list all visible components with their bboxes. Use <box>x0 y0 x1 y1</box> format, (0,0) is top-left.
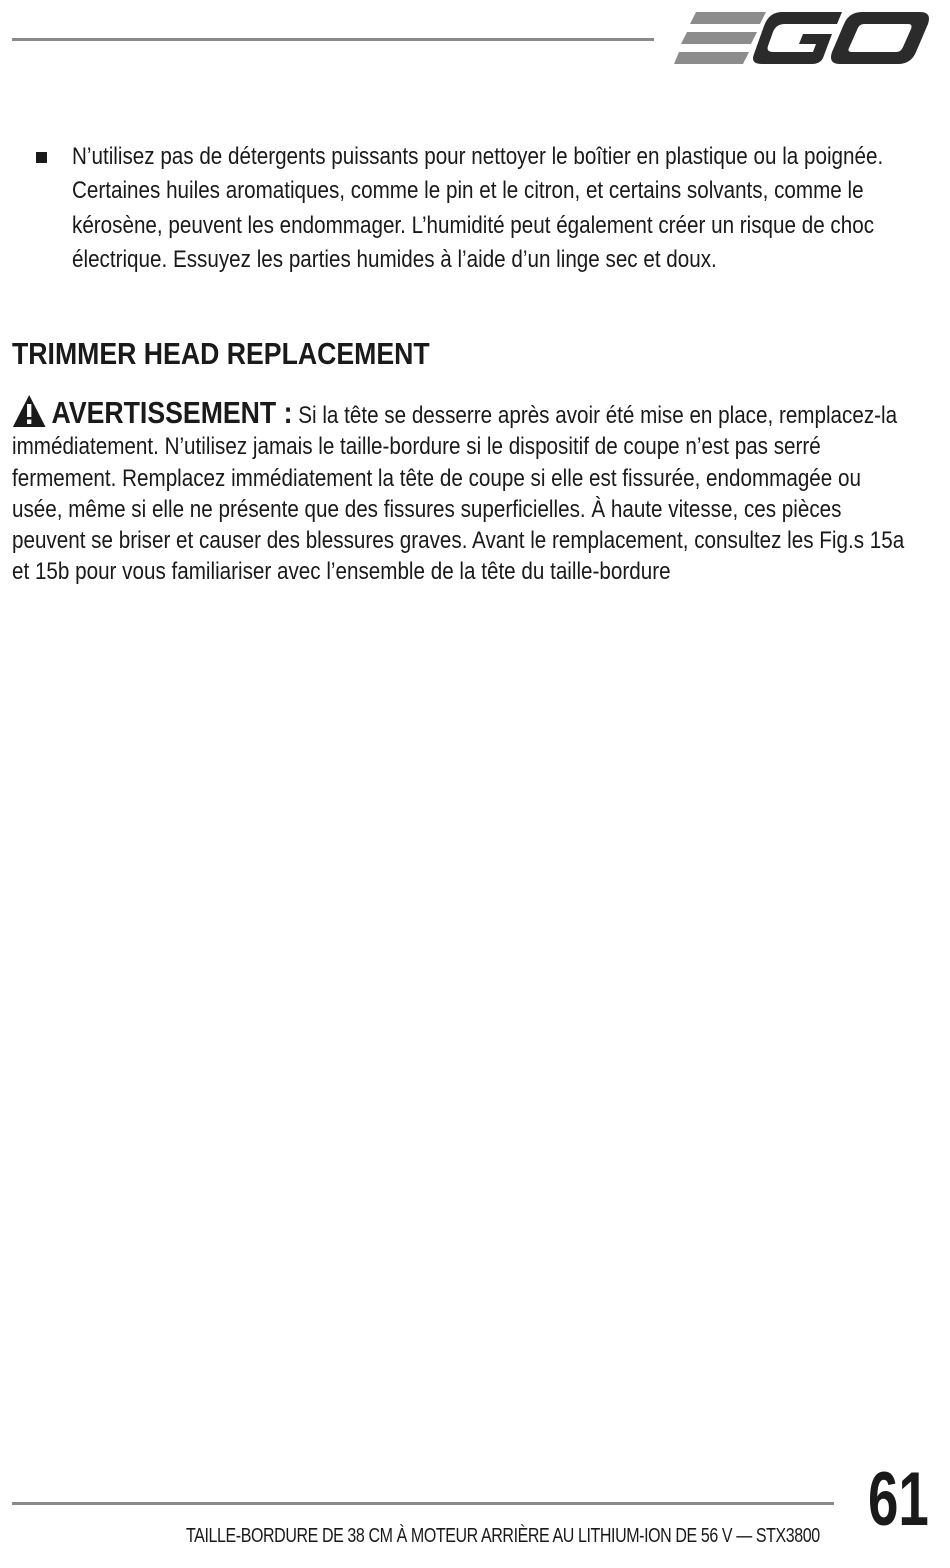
ego-logo <box>674 10 932 68</box>
warning-triangle-icon <box>12 394 46 428</box>
header-rule <box>12 38 654 41</box>
warning-text: Si la tête se desserre après avoir été mise en place, remplacez-la immédiatement. N’utilisez jamais le taille-bordure si le dispositif de coupe n’est pas serré fermement. Remplacez immédiatement la tête de coupe si elle est fissurée, endommagée ou usée, même si elle ne présente que des fissures superficielles. À haute vitesse, ces pièces peuvent se briser et causer des blessures graves. Avant le remplacement, consultez les Fig.s 15a et 15b pour vous familiariser avec l’ensemble de la tête du taille-bordure <box>12 402 905 586</box>
bullet-list-item <box>36 140 916 277</box>
footer-product-line: TAILLE-BORDURE DE 38 CM À MOTEUR ARRIÈRE AU LITHIUM-ION DE 56 V — STX3800 <box>186 1525 820 1547</box>
footer-rule <box>12 1502 834 1505</box>
warning-paragraph <box>12 394 915 588</box>
warning-label: AVERTISSEMENT : <box>51 395 293 430</box>
section-heading: TRIMMER HEAD REPLACEMENT <box>12 336 430 371</box>
bullet-text: N’utilisez pas de détergents puissants pour nettoyer le boîtier en plastique ou la poignée. Certaines huiles aromatiques, comme le pin et le citron, et certains solvants, comme le kérosène, peuvent les endommager. L’humidité peut également créer un risque de choc électrique. Essuyez les parties humides à l’aide d’un linge sec et doux. <box>72 143 884 273</box>
page-number: 61 <box>868 1457 929 1542</box>
square-bullet-icon <box>36 152 47 163</box>
